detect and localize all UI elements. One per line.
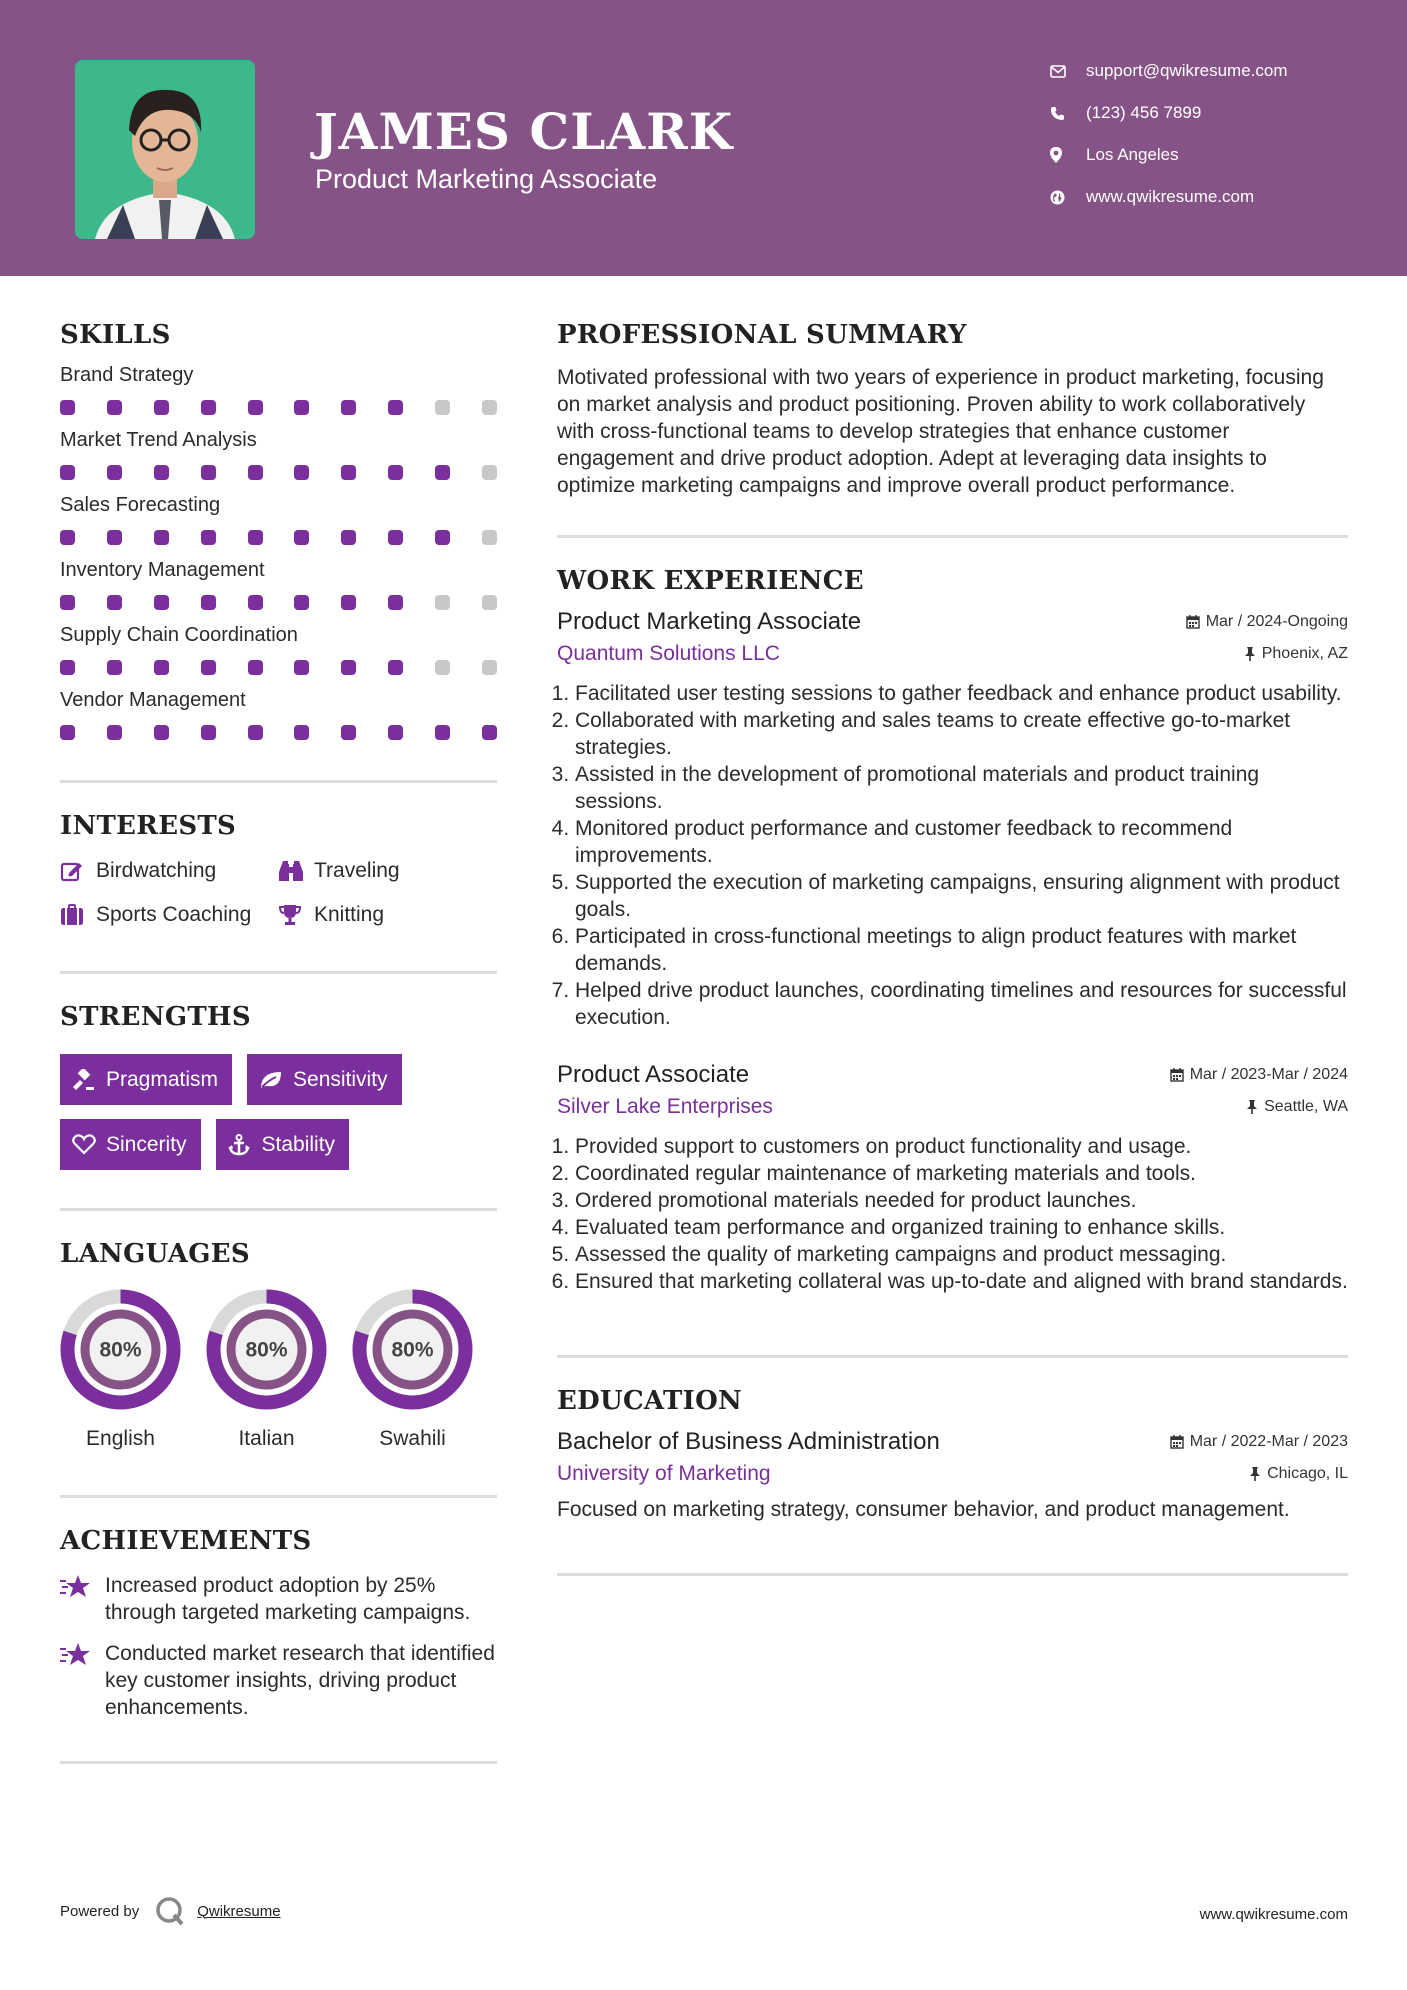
- email-icon: [1050, 65, 1086, 78]
- education-header: [557, 1428, 1348, 1456]
- interest-label: Knitting: [314, 903, 385, 926]
- skill-dot-empty: [482, 400, 497, 415]
- contact-email-text: support@qwikresume.com: [1086, 61, 1288, 80]
- skill-dot-filled: [482, 725, 497, 740]
- contact-phone[interactable]: [1050, 92, 1288, 134]
- skill-dot-empty: [482, 530, 497, 545]
- language-percent-label: 80%: [245, 1338, 288, 1362]
- skill-dot-filled: [154, 465, 169, 480]
- skill-dot-filled: [60, 660, 75, 675]
- anchor-icon: [228, 1134, 262, 1156]
- powered-by: [60, 1896, 281, 1926]
- skill-dot-filled: [341, 530, 356, 545]
- skill-dot-filled: [201, 530, 216, 545]
- job-duty-item: 3. Assisted in the development of promotional materials and product training sessions.: [575, 761, 1348, 815]
- company-name: Silver Lake Enterprises: [557, 1095, 773, 1118]
- skills-list: [60, 364, 497, 740]
- job-duty-item: 6. Participated in cross-functional meetings to align product features with market demands.: [575, 923, 1348, 977]
- education-subheader: [557, 1462, 1348, 1486]
- interest-label: Sports Coaching: [96, 903, 252, 926]
- interest-label: Traveling: [314, 859, 400, 882]
- strength-label: Sincerity: [106, 1132, 187, 1156]
- job-duty-item: 1. Provided support to customers on product functionality and usage.: [575, 1133, 1348, 1160]
- skill-dot-filled: [60, 465, 75, 480]
- qwikresume-logo-icon: [155, 1896, 185, 1926]
- skill-rating: [60, 595, 497, 610]
- section-divider: [60, 1208, 497, 1211]
- skill-dot-empty: [482, 465, 497, 480]
- skill-name: Supply Chain Coordination: [60, 624, 298, 646]
- edit-icon: [60, 860, 96, 882]
- skill-dot-filled: [341, 725, 356, 740]
- job-role: Product Marketing Associate: [557, 608, 862, 635]
- section-divider: [60, 1761, 497, 1764]
- job-duty-item: 7. Helped drive product launches, coordinating timelines and resources for successful execution.: [575, 977, 1348, 1031]
- job-entry: [557, 608, 1348, 1031]
- jobs-list: [557, 608, 1348, 1295]
- company-name: Quantum Solutions LLC: [557, 642, 780, 665]
- language-progress-ring: [60, 1289, 181, 1410]
- section-divider: [60, 971, 497, 974]
- strengths-badges: [60, 1054, 497, 1170]
- skill-rating: [60, 725, 497, 740]
- contact-email[interactable]: [1050, 50, 1288, 92]
- leaf-icon: [259, 1070, 293, 1090]
- achievement-item: [60, 1572, 497, 1626]
- skill-dot-filled: [388, 530, 403, 545]
- skill-dot-filled: [435, 465, 450, 480]
- skill-dot-filled: [388, 400, 403, 415]
- skill-dot-filled: [107, 725, 122, 740]
- skill-dot-filled: [107, 400, 122, 415]
- skill-rating: [60, 465, 497, 480]
- location-pin-icon: [1050, 147, 1086, 163]
- skill-dot-filled: [388, 725, 403, 740]
- job-duty-item: 4. Monitored product performance and customer feedback to recommend improvements.: [575, 815, 1348, 869]
- job-subheader: [557, 642, 1348, 666]
- interest-item: [60, 903, 278, 927]
- skill-dot-filled: [201, 595, 216, 610]
- job-header: [557, 1061, 1348, 1089]
- right-column: [557, 320, 1348, 1576]
- skill-dot-filled: [248, 660, 263, 675]
- language-name: English: [86, 1427, 155, 1450]
- candidate-title: Product Marketing Associate: [315, 164, 658, 194]
- binoculars-icon: [278, 860, 314, 882]
- job-duty-item: 2. Collaborated with marketing and sales teams to create effective go-to-market strategies.: [575, 707, 1348, 761]
- job-duties: [557, 1133, 1348, 1295]
- candidate-name: JAMES CLARK: [314, 102, 734, 161]
- skill-dot-filled: [107, 465, 122, 480]
- skill-item: [60, 494, 497, 545]
- qwikresume-link[interactable]: Qwikresume: [197, 1902, 281, 1920]
- calendar-icon: [1186, 615, 1200, 629]
- skill-dot-filled: [388, 660, 403, 675]
- achievement-item: [60, 1640, 497, 1721]
- skill-dot-filled: [60, 530, 75, 545]
- strength-label: Pragmatism: [106, 1067, 219, 1091]
- language-item: [206, 1289, 327, 1451]
- skill-dot-filled: [201, 400, 216, 415]
- achievements-section: [60, 1526, 497, 1721]
- profile-photo: [75, 60, 255, 239]
- skill-dot-empty: [435, 400, 450, 415]
- skill-dot-filled: [294, 465, 309, 480]
- degree-title: Bachelor of Business Administration: [557, 1428, 940, 1455]
- skill-dot-filled: [248, 400, 263, 415]
- skill-dot-filled: [294, 400, 309, 415]
- skill-dot-filled: [107, 660, 122, 675]
- skill-dot-filled: [201, 465, 216, 480]
- pushpin-icon: [1246, 1100, 1258, 1114]
- skill-dot-filled: [154, 725, 169, 740]
- left-column: [60, 320, 497, 1764]
- job-duty-item: 1. Facilitated user testing sessions to gather feedback and enhance product usability.: [575, 680, 1348, 707]
- skill-dot-filled: [294, 595, 309, 610]
- contact-location: [1050, 134, 1288, 176]
- language-item: [352, 1289, 473, 1451]
- skill-dot-filled: [60, 595, 75, 610]
- languages-heading: LANGUAGES: [60, 1239, 250, 1269]
- strength-badge: [60, 1119, 201, 1170]
- language-item: [60, 1289, 181, 1451]
- phone-icon: [1050, 106, 1086, 121]
- heart-icon: [72, 1134, 106, 1155]
- skills-heading: SKILLS: [60, 320, 171, 350]
- skill-name: Inventory Management: [60, 559, 265, 581]
- summary-section: [557, 320, 1348, 499]
- powered-by-text: Powered by: [60, 1902, 140, 1920]
- briefcase-icon: [60, 904, 96, 926]
- strength-badge: [247, 1054, 402, 1105]
- skill-item: [60, 559, 497, 610]
- skill-dot-filled: [248, 595, 263, 610]
- skill-rating: [60, 400, 497, 415]
- language-name: Italian: [238, 1427, 295, 1450]
- section-divider: [60, 1495, 497, 1498]
- interest-label: Birdwatching: [96, 859, 217, 882]
- skill-rating: [60, 660, 497, 675]
- job-duty-item: 2. Coordinated regular maintenance of marketing materials and tools.: [575, 1160, 1348, 1187]
- job-dates-text: Mar / 2024-Ongoing: [1205, 613, 1348, 630]
- language-percent-label: 80%: [99, 1338, 142, 1362]
- strength-label: Sensitivity: [293, 1067, 388, 1091]
- footer-website[interactable]: www.qwikresume.com: [1199, 1906, 1348, 1923]
- skill-item: [60, 364, 497, 415]
- skill-item: [60, 429, 497, 480]
- contact-phone-text: (123) 456 7899: [1086, 103, 1202, 122]
- job-location-text: Seattle, WA: [1264, 1098, 1348, 1115]
- skill-dot-filled: [154, 660, 169, 675]
- job-entry: [557, 1061, 1348, 1295]
- experience-section: [557, 566, 1348, 1295]
- contact-website[interactable]: [1050, 176, 1288, 218]
- skill-dot-filled: [341, 595, 356, 610]
- job-location: [1244, 645, 1348, 663]
- language-name: Swahili: [379, 1427, 446, 1450]
- skill-dot-filled: [341, 400, 356, 415]
- summary-text: Motivated professional with two years of experience in product marketing, focusing on market analysis and product positioning. Proven ability to work collaboratively with cross-functional teams to develop strategies that enhance customer engagement and drive product adoption. Adept at leveraging data insights to optimize marketing campaigns and improve overall product performance.: [557, 366, 1324, 497]
- globe-icon: [1050, 190, 1086, 205]
- job-duties: [557, 680, 1348, 1031]
- skill-dot-filled: [201, 660, 216, 675]
- education-location: [1249, 1465, 1348, 1483]
- interest-item: [278, 859, 497, 883]
- education-dates-text: Mar / 2022-Mar / 2023: [1189, 1433, 1348, 1450]
- skill-name: Market Trend Analysis: [60, 429, 257, 451]
- languages-list: [60, 1289, 497, 1451]
- star-award-icon: [60, 1640, 105, 1721]
- education-description: Focused on marketing strategy, consumer behavior, and product management.: [557, 1498, 1290, 1521]
- skill-dot-filled: [341, 465, 356, 480]
- skill-dot-filled: [154, 400, 169, 415]
- section-divider: [60, 780, 497, 783]
- contact-website-text: www.qwikresume.com: [1086, 187, 1255, 206]
- star-award-icon: [60, 1572, 105, 1626]
- calendar-icon: [1170, 1068, 1184, 1082]
- skill-dot-empty: [482, 595, 497, 610]
- skill-dot-filled: [248, 465, 263, 480]
- skill-name: Brand Strategy: [60, 364, 194, 386]
- summary-heading: PROFESSIONAL SUMMARY: [557, 320, 967, 350]
- strength-badge: [60, 1054, 232, 1105]
- skill-dot-empty: [482, 660, 497, 675]
- strength-badge: [216, 1119, 350, 1170]
- skill-dot-empty: [435, 660, 450, 675]
- skill-dot-filled: [341, 660, 356, 675]
- resume-header: [0, 0, 1407, 276]
- skill-dot-filled: [60, 725, 75, 740]
- language-percent-label: 80%: [391, 1338, 434, 1362]
- section-divider: [557, 1573, 1348, 1576]
- calendar-icon: [1170, 1435, 1184, 1449]
- skill-dot-filled: [294, 660, 309, 675]
- skill-dot-filled: [154, 595, 169, 610]
- achievement-text: Conducted market research that identified key customer insights, driving product enhancements.: [105, 1642, 495, 1719]
- interest-item: [60, 859, 278, 883]
- education-section: [557, 1386, 1348, 1523]
- school-name: University of Marketing: [557, 1462, 771, 1485]
- job-duty-item: 6. Ensured that marketing collateral was up-to-date and aligned with brand standards.: [575, 1268, 1348, 1295]
- job-duty-item: 4. Evaluated team performance and organized training to enhance skills.: [575, 1214, 1348, 1241]
- pushpin-icon: [1244, 647, 1256, 661]
- experience-heading: WORK EXPERIENCE: [557, 566, 864, 596]
- interest-item: [278, 903, 497, 927]
- skill-dot-filled: [248, 530, 263, 545]
- skill-dot-filled: [107, 530, 122, 545]
- contact-location-text: Los Angeles: [1086, 145, 1179, 164]
- job-subheader: [557, 1095, 1348, 1119]
- skill-dot-filled: [248, 725, 263, 740]
- interests-grid: [60, 859, 497, 927]
- education-heading: EDUCATION: [557, 1386, 743, 1416]
- trophy-icon: [278, 904, 314, 926]
- strength-label: Stability: [261, 1132, 336, 1156]
- section-divider: [557, 1355, 1348, 1358]
- language-progress-ring: [352, 1289, 473, 1410]
- skill-dot-filled: [154, 530, 169, 545]
- strengths-heading: STRENGTHS: [60, 1002, 251, 1032]
- skill-dot-filled: [294, 725, 309, 740]
- skill-dot-filled: [60, 400, 75, 415]
- contact-list: [1050, 50, 1288, 218]
- skill-rating: [60, 530, 497, 545]
- job-header: [557, 608, 1348, 636]
- achievements-heading: ACHIEVEMENTS: [60, 1526, 312, 1556]
- section-divider: [557, 535, 1348, 538]
- interests-section: [60, 811, 497, 927]
- job-duty-item: 5. Assessed the quality of marketing campaigns and product messaging.: [575, 1241, 1348, 1268]
- education-location-text: Chicago, IL: [1267, 1465, 1348, 1482]
- skill-item: [60, 624, 497, 675]
- gavel-icon: [72, 1069, 106, 1091]
- skill-dot-filled: [107, 595, 122, 610]
- skill-dot-filled: [388, 465, 403, 480]
- skill-item: [60, 689, 497, 740]
- language-progress-ring: [206, 1289, 327, 1410]
- skill-dot-filled: [435, 725, 450, 740]
- languages-section: [60, 1239, 497, 1451]
- skill-name: Sales Forecasting: [60, 494, 221, 516]
- job-location: [1246, 1098, 1348, 1116]
- education-dates: [1170, 1433, 1348, 1451]
- job-dates: [1170, 1066, 1348, 1084]
- job-duty-item: 3. Ordered promotional materials needed for product launches.: [575, 1187, 1348, 1214]
- job-dates: [1186, 613, 1348, 631]
- skill-dot-filled: [388, 595, 403, 610]
- achievement-text: Increased product adoption by 25% through targeted marketing campaigns.: [105, 1574, 471, 1624]
- skill-dot-filled: [294, 530, 309, 545]
- job-dates-text: Mar / 2023-Mar / 2024: [1189, 1066, 1348, 1083]
- interests-heading: INTERESTS: [60, 811, 237, 841]
- job-location-text: Phoenix, AZ: [1261, 645, 1348, 662]
- skill-name: Vendor Management: [60, 689, 246, 711]
- job-role: Product Associate: [557, 1061, 750, 1088]
- skill-dot-empty: [435, 595, 450, 610]
- job-duty-item: 5. Supported the execution of marketing campaigns, ensuring alignment with product goals.: [575, 869, 1348, 923]
- skills-section: [60, 320, 497, 740]
- pushpin-icon: [1249, 1467, 1261, 1481]
- skill-dot-filled: [201, 725, 216, 740]
- skill-dot-filled: [435, 530, 450, 545]
- strengths-section: [60, 1002, 497, 1170]
